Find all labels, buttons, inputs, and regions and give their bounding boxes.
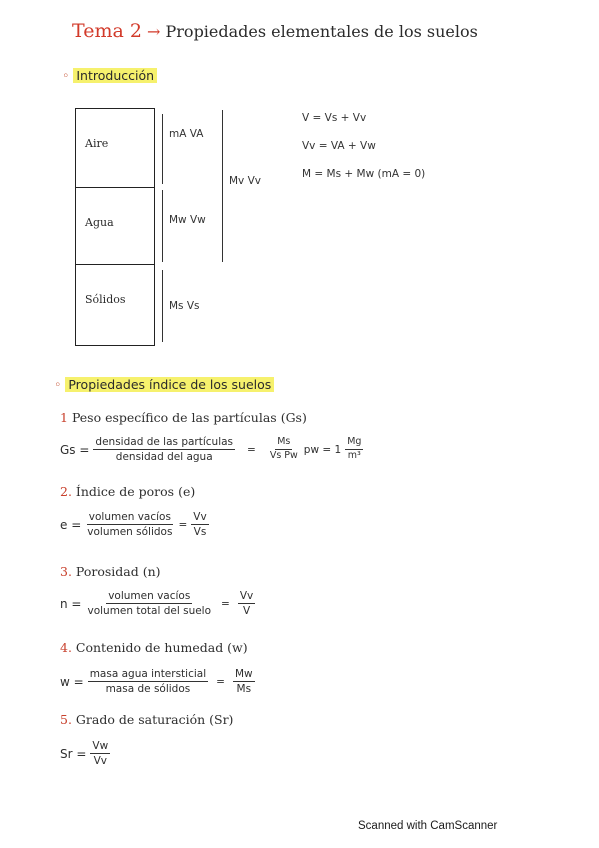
eq1-rest: pw = 1 xyxy=(303,443,342,456)
equation-4 xyxy=(60,668,255,695)
intro-label: Introducción xyxy=(73,68,157,83)
eq3-frac-2 xyxy=(238,590,255,617)
eq3-equals: = xyxy=(221,597,230,610)
scanner-watermark: Scanned with CamScanner xyxy=(358,820,498,832)
phase-air xyxy=(76,109,154,188)
label-water: Mw Vw xyxy=(169,214,206,226)
phase-diagram xyxy=(75,108,155,346)
item-5-title xyxy=(60,712,233,727)
item-5-num: 5. xyxy=(60,712,72,727)
item-3-text: Porosidad (n) xyxy=(75,564,161,579)
eq3-num-2: Vv xyxy=(238,590,255,604)
eq1-frac-2 xyxy=(268,437,300,462)
item-1-title xyxy=(60,410,307,425)
item-1-num: 1 xyxy=(60,410,68,425)
phase-solids-label: Sólidos xyxy=(85,293,126,306)
bracket-solids xyxy=(162,270,163,342)
item-2-title xyxy=(60,484,195,499)
equation-1 xyxy=(60,436,363,463)
item-2-text: Índice de poros (e) xyxy=(75,484,196,499)
eq4-frac-2 xyxy=(233,668,255,695)
eq1-num-1: densidad de las partículas xyxy=(93,436,235,450)
eq2-num-2: Vv xyxy=(191,511,208,525)
eq2-frac-1 xyxy=(85,511,174,538)
eq2-frac-2 xyxy=(191,511,208,538)
equation-5 xyxy=(60,740,110,767)
label-solids: Ms Vs xyxy=(169,300,200,312)
eq1-den-3: m³ xyxy=(347,450,361,462)
eq2-den-2: Vs xyxy=(193,526,207,539)
eq1-frac-3 xyxy=(345,437,363,462)
page-title xyxy=(72,20,478,42)
eq1-den-2: Vs Pw xyxy=(269,450,298,462)
eq5-frac-1 xyxy=(90,740,110,767)
item-3-title xyxy=(60,564,161,579)
bracket-air xyxy=(162,114,163,184)
eq4-num-2: Mw xyxy=(233,668,255,682)
label-voids: Mv Vv xyxy=(229,175,262,187)
eq1-num-3: Mg xyxy=(345,437,363,450)
label-air: mA VA xyxy=(169,128,204,140)
section2-label: Propiedades índice de los suelos xyxy=(65,377,274,392)
item-4-text: Contenido de humedad (w) xyxy=(75,640,248,655)
eq4-den-2: Ms xyxy=(236,683,252,696)
eq3-frac-1 xyxy=(85,590,213,617)
equation-2 xyxy=(60,511,209,538)
eq1-lhs: Gs = xyxy=(60,442,90,457)
eq4-lhs: w = xyxy=(60,674,84,689)
title-tema: Tema 2 xyxy=(72,20,142,42)
intro-heading xyxy=(62,68,157,83)
relation-1: V = Vs + Vv xyxy=(302,112,367,124)
eq4-den-1: masa de sólidos xyxy=(105,683,191,696)
eq1-frac-1 xyxy=(93,436,235,463)
eq4-frac-1 xyxy=(88,668,208,695)
relation-2: Vv = VA + Vw xyxy=(302,140,376,152)
section2-heading xyxy=(54,377,274,392)
relation-3: M = Ms + Mw (mA = 0) xyxy=(302,168,426,180)
phase-air-label: Aire xyxy=(85,137,109,150)
eq5-num-1: Vw xyxy=(90,740,110,754)
eq3-lhs: n = xyxy=(60,596,82,611)
eq2-num-1: volumen vacíos xyxy=(87,511,173,525)
item-3-num: 3. xyxy=(60,564,72,579)
eq1-equals: = xyxy=(247,443,256,456)
bullet-icon: ◦ xyxy=(54,377,62,392)
title-text: Propiedades elementales de los suelos xyxy=(165,22,478,41)
item-5-text: Grado de saturación (Sr) xyxy=(75,712,234,727)
phase-water xyxy=(76,188,154,265)
bullet-icon: ◦ xyxy=(62,68,70,83)
arrow-icon: → xyxy=(147,22,161,41)
eq3-den-1: volumen total del suelo xyxy=(87,605,212,618)
item-4-title xyxy=(60,640,248,655)
item-2-num: 2. xyxy=(60,484,72,499)
eq2-den-1: volumen sólidos xyxy=(87,526,173,539)
item-1-text: Peso específico de las partículas (Gs) xyxy=(71,410,307,425)
eq1-num-2: Ms xyxy=(275,437,292,450)
eq4-num-1: masa agua intersticial xyxy=(88,668,208,682)
phase-solids xyxy=(76,265,154,345)
eq5-den-1: Vv xyxy=(93,755,108,768)
eq3-num-1: volumen vacíos xyxy=(106,590,192,604)
eq4-equals: = xyxy=(216,675,225,688)
eq2-equals: = xyxy=(178,518,188,531)
eq3-den-2: V xyxy=(242,605,251,618)
eq1-den-1: densidad del agua xyxy=(115,451,213,464)
equation-3 xyxy=(60,590,255,617)
phase-water-label: Agua xyxy=(85,216,114,229)
eq2-lhs: e = xyxy=(60,517,82,532)
bracket-voids xyxy=(222,110,223,262)
item-4-num: 4. xyxy=(60,640,72,655)
bracket-water xyxy=(162,190,163,262)
eq5-lhs: Sr = xyxy=(60,746,87,761)
